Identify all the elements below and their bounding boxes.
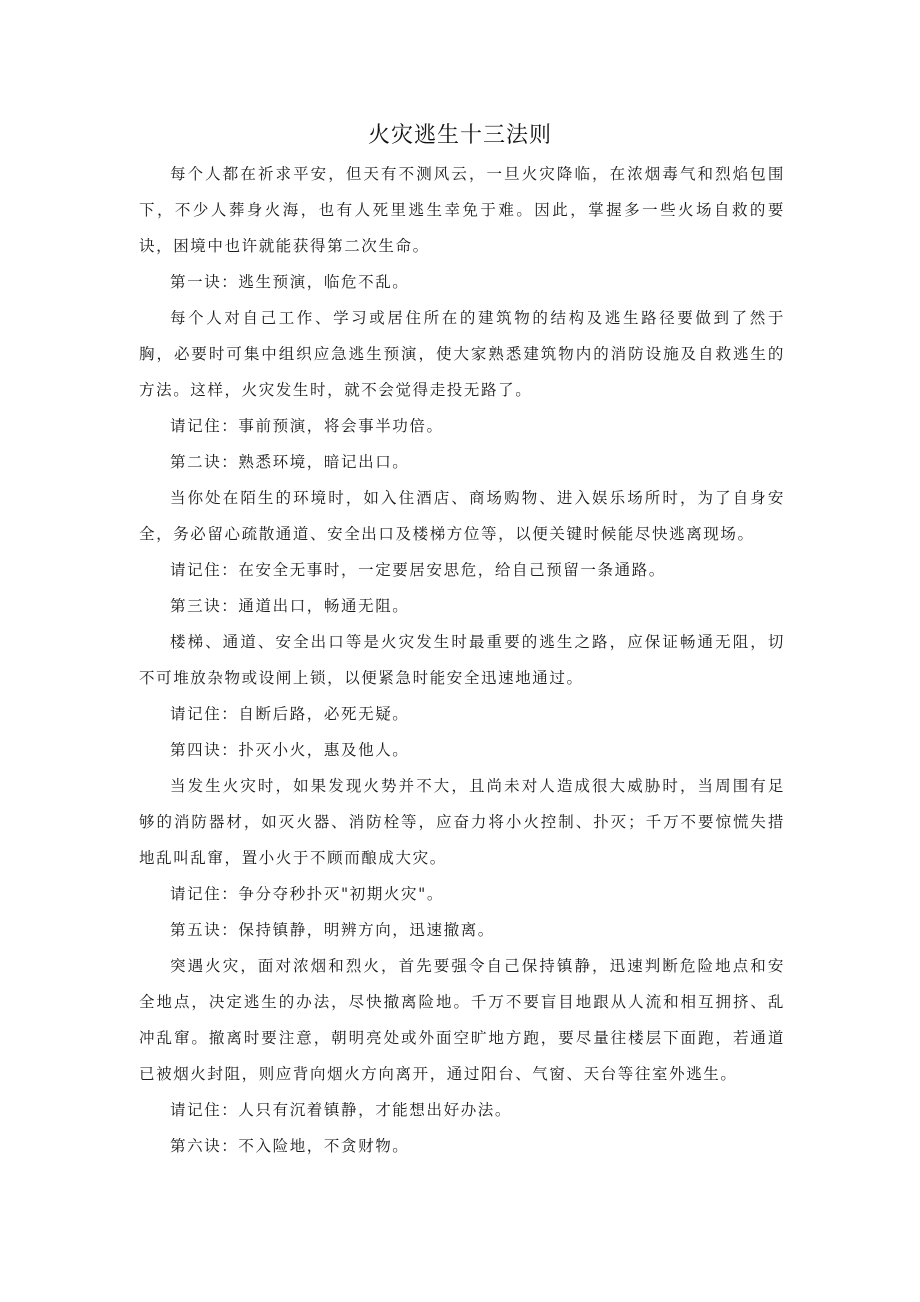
heading-rule-6: 第六诀：不入险地，不贪财物。: [170, 1137, 410, 1155]
paragraph-rule-1: 每个人对自己工作、学习或居住所在的建筑物的结构及逃生路径要做到了然于胸，必要时可集中组织应急逃生预演，使大家熟悉建筑物内的消防设施及自救逃生的方法。这样，火灾发生时，就不会觉得走投无路了。: [139, 309, 785, 399]
paragraph-rule-3: 楼梯、通道、安全出口等是火灾发生时最重要的逃生之路，应保证畅通无阻，切不可堆放杂物或设闸上锁，以便紧急时能安全迅速地通过。: [139, 633, 785, 687]
document-body: [139, 156, 785, 1164]
reminder-rule-1: 请记住：事前预演，将会事半功倍。: [170, 417, 444, 435]
heading-rule-4: 第四诀：扑灭小火，惠及他人。: [170, 741, 410, 759]
paragraph-rule-2: 当你处在陌生的环境时，如入住酒店、商场购物、进入娱乐场所时，为了自身安全，务必留心疏散通道、安全出口及楼梯方位等，以便关键时候能尽快逃离现场。: [139, 489, 785, 543]
reminder-rule-2: 请记住：在安全无事时，一定要居安思危，给自己预留一条通路。: [170, 561, 666, 579]
heading-rule-3: 第三诀：通道出口，畅通无阻。: [170, 597, 410, 615]
reminder-rule-5: 请记住：人只有沉着镇静，才能想出好办法。: [170, 1101, 513, 1119]
heading-rule-5: 第五诀：保持镇静，明辨方向，迅速撤离。: [170, 921, 495, 939]
paragraph-intro: 每个人都在祈求平安，但天有不测风云，一旦火灾降临，在浓烟毒气和烈焰包围下，不少人葬身火海，也有人死里逃生幸免于难。因此，掌握多一些火场自救的要诀，困境中也许就能获得第二次生命。: [139, 165, 785, 255]
reminder-rule-3: 请记住：自断后路，必死无疑。: [170, 705, 410, 723]
heading-rule-1: 第一诀：逃生预演，临危不乱。: [170, 273, 410, 291]
document-title: 火灾逃生十三法则: [367, 123, 552, 148]
paragraph-rule-5: 突遇火灾，面对浓烟和烈火，首先要强令自己保持镇静，迅速判断危险地点和安全地点，决定逃生的办法，尽快撤离险地。千万不要盲目地跟从人流和相互拥挤、乱冲乱窜。撤离时要注意，朝明亮处或外面空旷地方跑，要尽量往楼层下面跑，若通道已被烟火封阻，则应背向烟火方向离开，通过阳台、气窗、天台等往室外逃生。: [139, 957, 785, 1083]
heading-rule-2: 第二诀：熟悉环境，暗记出口。: [170, 453, 410, 471]
reminder-rule-4: 请记住：争分夺秒扑灭"初期火灾"。: [170, 885, 444, 903]
paragraph-rule-4: 当发生火灾时，如果发现火势并不大，且尚未对人造成很大威胁时，当周围有足够的消防器材，如灭火器、消防栓等，应奋力将小火控制、扑灭；千万不要惊慌失措地乱叫乱窜，置小火于不顾而酿成大灾。: [139, 777, 785, 867]
